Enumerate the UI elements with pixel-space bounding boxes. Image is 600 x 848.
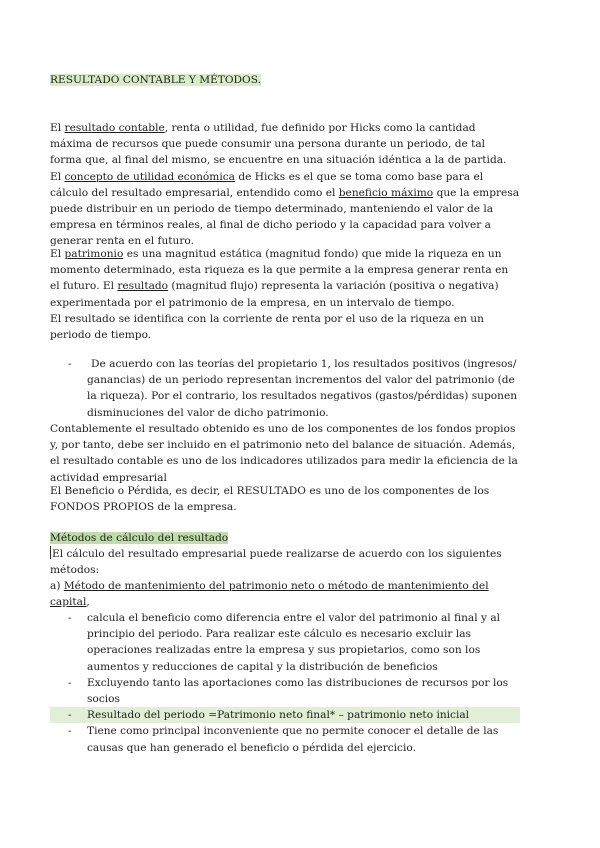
list-item-highlighted: - Resultado del periodo =Patrimonio neto final* – patrimonio neto inicial	[50, 707, 520, 723]
term-concepto-utilidad: concepto de utilidad económica	[64, 170, 235, 183]
term-patrimonio: patrimonio	[64, 248, 124, 260]
list-item: - De acuerdo con las teorías del propietario 1, los resultados positivos (ingresos/ ganancias) de un periodo representan incrementos del valor del patrimonio (de la riqueza). Por el contrario, los resultados negativos (gastos/pérdidas) suponen disminuciones del valor de dicho patrimonio.	[68, 358, 518, 419]
bullet-list-method-a	[50, 610, 520, 756]
method-a-heading: a) Método de mantenimiento del patrimonio neto o método de mantenimiento del capital,	[50, 580, 489, 609]
list-item: - Tiene como principal inconveniente que no permite conocer el detalle de las causas que han generado el beneficio o pérdida del ejercicio.	[68, 725, 499, 754]
list-item: - Excluyendo tanto las aportaciones como las distribuciones de recursos por los socios	[68, 676, 509, 706]
text-cursor	[50, 546, 51, 559]
bullet-list-theory	[50, 356, 520, 421]
term-beneficio-maximo: beneficio máximo	[338, 186, 434, 199]
paragraph-patrimonio: El patrimonio es una magnitud estática (magnitud fondo) que mide la riqueza en un momento determinado, esta riqueza es la que permite a la empresa generar renta en el futuro. El resultado (magnitud flujo) representa la variación (positiva o negativa) experimentada por el patrimonio de la empresa, en un intervalo de tiempo. El resultado se identifica con la corriente de renta por el uso de la riqueza en un periodo de tiempo.	[50, 248, 509, 342]
paragraph-calculo: El cálculo del resultado empresarial puede realizarse de acuerdo con los siguientes métodos:	[50, 548, 502, 577]
term-resultado-contable: resultado contable	[64, 122, 165, 134]
title-text: RESULTADO CONTABLE Y MÉTODOS.	[50, 74, 261, 86]
paragraph-resultado-contable: El resultado contable, renta o utilidad, fue definido por Hicks como la cantidad máxima de recursos que puede consumir una persona durante un periodo, de tal forma que, al final del mismo, se encuentre en una situación idéntica a la de partida. El concepto de utilidad económica de Hicks es el que se toma como base para el cálculo del resultado empresarial, entendido como el beneficio máximo que la empresa puede distribuir en un periodo de tiempo determinado, manteniendo el valor de la empresa en términos reales, al final de dicho periodo y la capacidad para volver a generar renta en el futuro.	[50, 122, 520, 248]
paragraph-contablemente: Contablemente el resultado obtenido es uno de los componentes de los fondos propios y, por tanto, debe ser incluido en el patrimonio neto del balance de situación. Además, el resultado contable es uno de los indicadores utilizados para medir la eficiencia de la actividad empresarial	[50, 423, 518, 484]
paragraph-beneficio-perdida: El Beneficio o Pérdida, es decir, el RESULTADO es uno de los componentes de los FONDOS PROPIOS de la empresa.	[50, 485, 490, 514]
document-title	[50, 72, 520, 88]
section-title-metodos: Métodos de cálculo del resultado	[50, 532, 229, 544]
term-resultado: resultado	[117, 280, 169, 293]
list-item: - calcula el beneficio como diferencia entre el valor del patrimonio al final y al principio del periodo. Para realizar este cálculo es necesario excluir las operaciones realizadas entre la empresa y sus propietarios, como son los aumentos y reducciones de capital y la distribución de beneficios	[68, 612, 501, 673]
